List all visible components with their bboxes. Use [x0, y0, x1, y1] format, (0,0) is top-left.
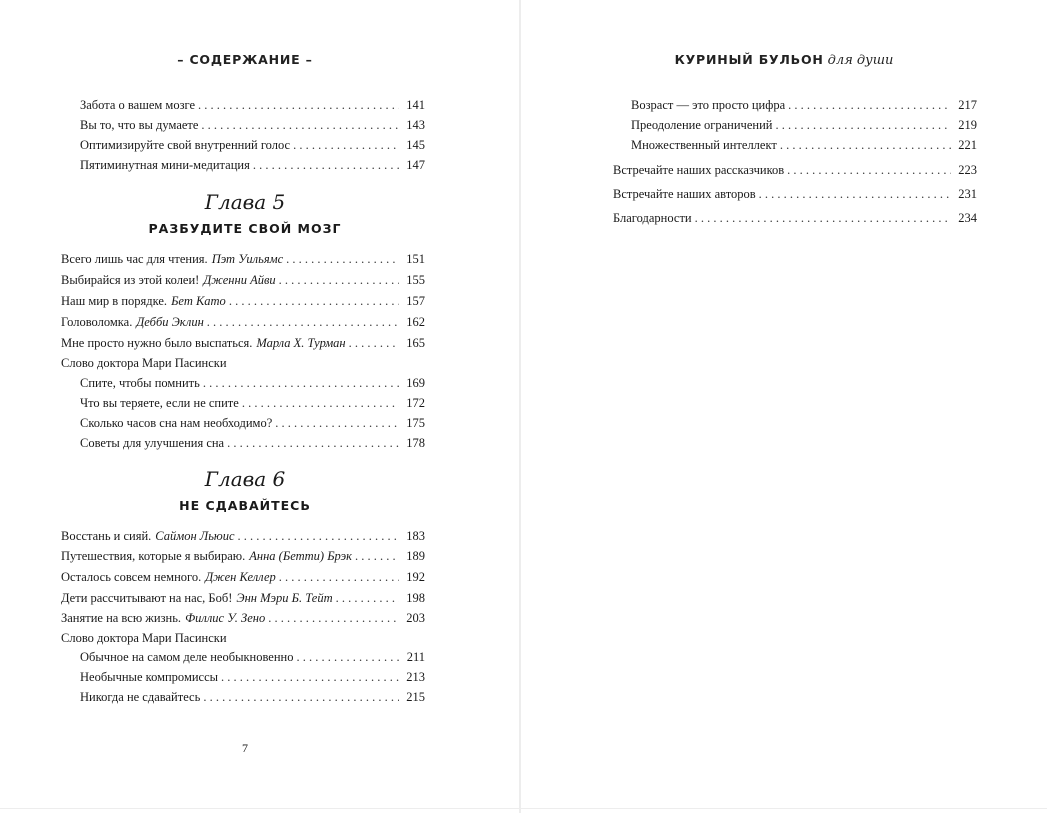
chapter-label: Глава 5 [204, 190, 286, 214]
toc-entry: Забота о вашем мозге . . . 141 [80, 97, 425, 113]
toc-entry: Встречайте наших рассказчиков . . . 223 [613, 162, 977, 178]
toc-entry: Осталось совсем немного. Джен Келлер . . . 192 [61, 569, 425, 585]
page-number: 7 [242, 741, 248, 755]
toc-entry: Никогда не сдавайтесь . . . 215 [80, 689, 425, 705]
toc-entry: Восстань и сияй. Саймон Льюис . . . 183 [61, 528, 425, 544]
running-head-script: для души [827, 53, 894, 68]
chapter-label: Глава 6 [204, 467, 286, 491]
chapter-title: НЕ СДАВАЙТЕСЬ [179, 498, 311, 513]
right-page [521, 0, 1047, 813]
toc-entry: Преодоление ограничений . . . 219 [631, 117, 977, 133]
chapter-title: РАЗБУДИТЕ СВОЙ МОЗГ [148, 221, 342, 236]
toc-entry: Благодарности . . . 234 [613, 210, 977, 226]
toc-entry: Всего лишь час для чтения. Пэт Уильямс . . . 151 [61, 251, 425, 267]
left-page [0, 0, 519, 813]
toc-entry: Возраст — это просто цифра . . . 217 [631, 97, 977, 113]
toc-entry: Встречайте наших авторов . . . 231 [613, 186, 977, 202]
toc-entry: Множественный интеллект . . . 221 [631, 137, 977, 153]
doctor-heading: Слово доктора Мари Пасински [61, 631, 227, 645]
toc-entry: Советы для улучшения сна . . . 178 [80, 435, 425, 451]
toc-entry: Необычные компромиссы . . . 213 [80, 669, 425, 685]
toc-entry: Выбирайся из этой колеи! Дженни Айви . . . 155 [61, 272, 425, 288]
running-head-main: КУРИНЫЙ БУЛЬОН [674, 52, 824, 67]
doctor-heading: Слово доктора Мари Пасински [61, 356, 227, 370]
toc-entry: Вы то, что вы думаете . . . 143 [80, 117, 425, 133]
toc-entry: Путешествия, которые я выбираю. Анна (Бетти) Брэк . . . 189 [61, 548, 425, 564]
toc-entry: Мне просто нужно было выспаться. Марла Х. Турман . . . 165 [61, 335, 425, 351]
running-head: – СОДЕРЖАНИЕ – [177, 52, 313, 67]
toc-entry: Оптимизируйте свой внутренний голос . . . 145 [80, 137, 425, 153]
running-head [521, 52, 1047, 68]
toc-entry: Занятие на всю жизнь. Филлис У. Зено . . . 203 [61, 610, 425, 626]
toc-entry: Пятиминутная мини-медитация . . . 147 [80, 157, 425, 173]
toc-entry: Спите, чтобы помнить . . . 169 [80, 375, 425, 391]
toc-entry: Наш мир в порядке. Бет Като . . . 157 [61, 293, 425, 309]
toc-entry: Сколько часов сна нам необходимо? . . . 175 [80, 415, 425, 431]
toc-entry: Обычное на самом деле необыкновенно . . . 211 [80, 649, 425, 665]
toc-entry: Что вы теряете, если не спите . . . 172 [80, 395, 425, 411]
toc-entry: Головоломка. Дебби Эклин . . . 162 [61, 314, 425, 330]
page-bottom-edge [0, 808, 1047, 809]
toc-entry: Дети рассчитывают на нас, Боб! Энн Мэри Б. Тейт . . . 198 [61, 590, 425, 606]
